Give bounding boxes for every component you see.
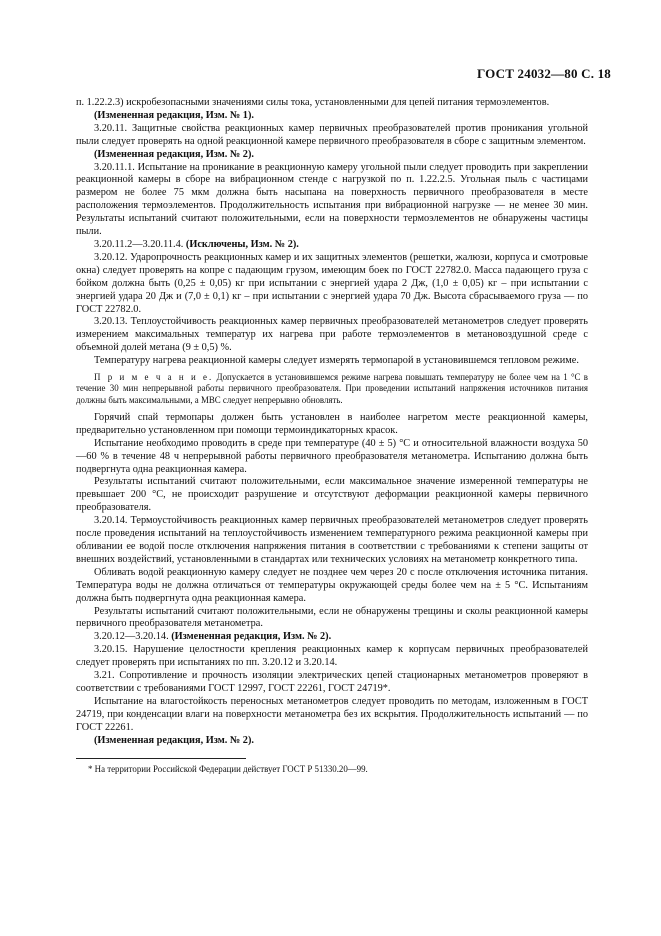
paragraph: 3.20.11. Защитные свойства реакционных камер первичных преобразователей против проникания угольной пыли следует проверять на одной реакционной камере первичного преобразователя в сборе с защитным элементом. — [76, 122, 588, 147]
note-text: Допускается в установившемся режиме нагрева повышать температуру не более чем на 1 °С в течение 30 мин непрерывной работы первичного преобразователя. При проведении испытаний напряжения источников питания должны быть максимальными, а МВС следует непрерывно обновлять. — [76, 372, 588, 405]
paragraph: 3.20.14. Термоустойчивость реакционных камер первичных преобразователей метанометров следует проверять после проведения испытаний на теплоустойчивость изменением температурного режима реакционной камеры при обливании ее водой после отключения напряжения питания в соответствии с требованиями к степени защиты от внешних воздействий, установленными в стандартах или технических условиях на метанометр конкретного типа. — [76, 515, 588, 565]
footnote-divider — [76, 758, 246, 759]
paragraph — [76, 631, 588, 644]
paragraph: 3.20.11.1. Испытание на проникание в реакционную камеру угольной пыли следует проводить при закреплении реакционной камеры в сборе на вибрационном стенде с нагрузкой по п. 1.22.2.5. Угольная пыль с частицами размером не более 75 мкм должна быть насыпана на поверхность первичного преобразователя в месте расположения термоэлементов. Продолжительность испытания при вибрационной нагрузке — не менее 30 мин. Результаты испытаний считают положительными, если на поверхности термоэлементов не обнаружены частицы пыли. — [76, 161, 588, 238]
paragraph: Горячий спай термопары должен быть установлен в наиболее нагретом месте реакционной камеры, предварительно установленном при помощи термоиндикаторных красок. — [76, 411, 588, 436]
paragraph: Температуру нагрева реакционной камеры следует измерять термопарой в установившемся тепловом режиме. — [94, 355, 579, 367]
paragraph: п. 1.22.2.3) искробезопасными значениями силы тока, установленными для цепей питания термоэлементов. — [76, 97, 550, 108]
amendment-note: (Измененная редакция, Изм. № 1). — [94, 109, 254, 121]
note-label: П р и м е ч а н и е. — [94, 372, 214, 383]
paragraph: 3.20.15. Нарушение целостности крепления реакционных камер к корпусам первичных преобразователей следует проверять при испытаниях по пп. 3.20.12 и 3.20.14. — [76, 644, 588, 669]
paragraph: Результаты испытаний считают положительными, если не обнаружены трещины и сколы реакционной камеры первичного преобразователя метанометра. — [76, 605, 588, 630]
clause-number: 3.20.12—3.20.14. — [94, 631, 172, 643]
paragraph: 3.21. Сопротивление и прочность изоляции электрических цепей стационарных метанометров проверяют в соответствии с требованиями ГОСТ 12997, ГОСТ 22261, ГОСТ 24719*. — [76, 670, 588, 694]
paragraph-group-2 — [76, 412, 588, 748]
paragraph: 3.20.12. Ударопрочность реакционных камер и их защитных элементов (решетки, жалюзи, корпуса и смотровые окна) следует проверять на копре с падающим грузом, имеющим боек по ГОСТ 22782.0. Масса падающего груза с бойком должна быть (0,25 ± 0,05) кг при испытании с энергией удара 2 Дж, (1,0 ± 0,05) кг – при испытании с энергией удара 20 Дж и (7,0 ± 0,1) кг – при испытании с энергией удара 70 Дж. Высота сбрасываемого груза — по ГОСТ 22782.0. — [76, 251, 588, 315]
page-header: ГОСТ 24032—80 С. 18 — [477, 66, 611, 81]
paragraph — [76, 239, 588, 252]
paragraph-group-1 — [76, 97, 588, 368]
footnote: * На территории Российской Федерации действует ГОСТ Р 51330.20—99. — [88, 764, 368, 775]
clause-number: 3.20.11.2—3.20.11.4. — [94, 238, 186, 250]
document-body — [76, 97, 588, 775]
amendment-note: (Измененная редакция, Изм. № 2). — [94, 734, 254, 746]
paragraph: Результаты испытаний считают положительными, если максимальное значение измеренной температуры не превышает 200 °С, не происходит разрушение и отсутствуют деформации реакционной камеры первичного преобразователя. — [76, 476, 588, 514]
paragraph: Обливать водой реакционную камеру следует не позднее чем через 20 с после отключения источника питания. Температура воды не должна отличаться от температуры окружающей среды более чем на ± 5 °С. Испытаниям должна быть подвергнута одна реакционная камера. — [76, 566, 588, 604]
amendment-note: (Измененная редакция, Изм. № 2). — [171, 631, 332, 643]
paragraph: Испытание на влагостойкость переносных метанометров следует проводить по методам, изложенным в ГОСТ 24719, при конденсации влаги на поверхности метанометра без их вскрытия. Продолжительность испытаний — по ГОСТ 22261. — [76, 695, 588, 733]
paragraph: 3.20.13. Теплоустойчивость реакционных камер первичных преобразователей метанометров следует проверять измерением максимальных температур их нагрева при работе термоэлементов в метановоздушной среде с объемной долей метана (9 ± 0,5) %. — [76, 316, 588, 354]
amendment-note: (Исключены, Изм. № 2). — [185, 238, 299, 250]
amendment-note: (Измененная редакция, Изм. № 2). — [94, 148, 254, 160]
paragraph: Испытание необходимо проводить в среде при температуре (40 ± 5) °С и относительной влажности воздуха 50—60 % в течение 48 ч непрерывной работы первичного преобразователя метанометра. Испытанию должна быть подвергнута одна реакционная камера. — [76, 437, 588, 475]
note — [76, 372, 588, 406]
